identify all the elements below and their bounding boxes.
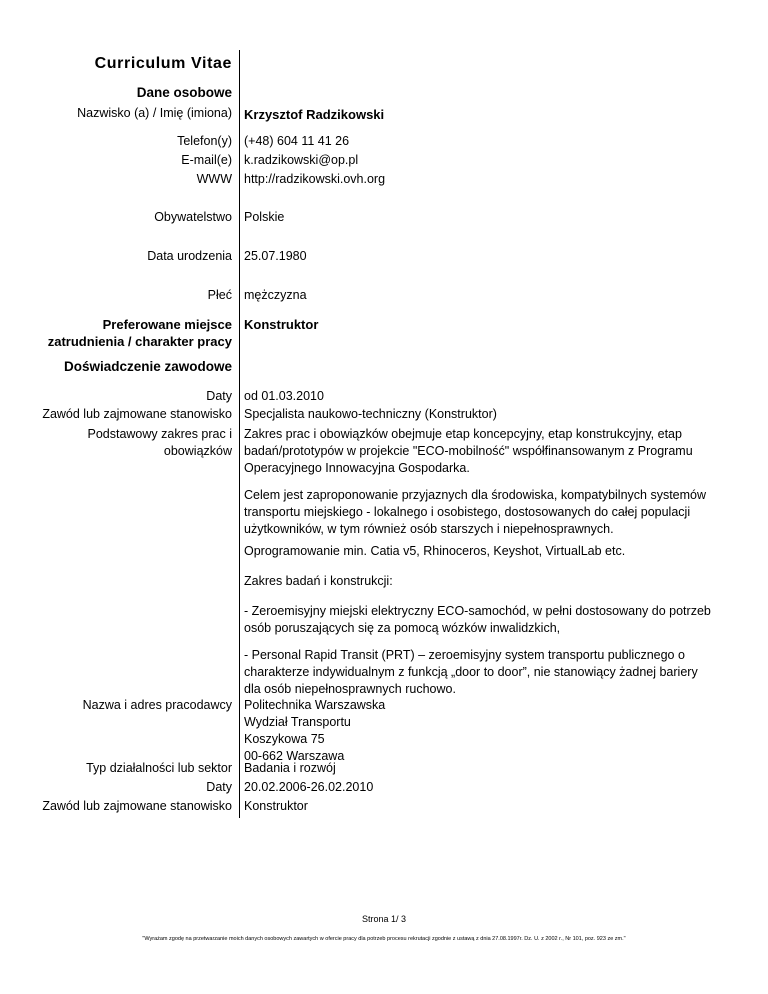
www-label: WWW bbox=[196, 172, 232, 186]
job1-scope-paragraph: Zakres prac i obowiązków obejmuje etap koncepcyjny, etap konstrukcyjny, etap badań/prototypów w projekcie "ECO-mobilność" współfinansowanym z Programu Operacyjnego Innowacyjna Gospodarka. bbox=[244, 427, 693, 475]
section-personal-title: Dane osobowe bbox=[136, 85, 232, 100]
employer-line: Koszykowa 75 bbox=[244, 732, 325, 746]
section-experience-title: Doświadczenie zawodowe bbox=[63, 359, 232, 374]
www-value[interactable]: http://radzikowski.ovh.org bbox=[244, 172, 386, 186]
phone-value: (+48) 604 11 41 26 bbox=[244, 134, 350, 148]
birthdate-value: 25.07.1980 bbox=[244, 249, 307, 263]
citizenship-label: Obywatelstwo bbox=[154, 210, 232, 224]
sector-label: Typ działalności lub sektor bbox=[86, 761, 232, 775]
preferred-label-line: zatrudnienia / charakter pracy bbox=[47, 334, 232, 349]
employer-address bbox=[244, 697, 385, 765]
job1-scope-paragraph: Oprogramowanie min. Catia v5, Rhinoceros, Keyshot, VirtualLab etc. bbox=[244, 544, 626, 558]
citizenship-value: Polskie bbox=[244, 210, 285, 224]
job1-scope-label-line: obowiązków bbox=[163, 444, 232, 458]
job1-dates-label: Daty bbox=[206, 389, 232, 403]
job2-position-value: Konstruktor bbox=[244, 799, 308, 813]
email-value[interactable]: k.radzikowski@op.pl bbox=[244, 153, 359, 167]
gender-label: Płeć bbox=[207, 288, 232, 302]
job1-position-value: Specjalista naukowo-techniczny (Konstruktor) bbox=[244, 407, 497, 421]
job2-dates-value: 20.02.2006-26.02.2010 bbox=[244, 780, 374, 794]
birthdate-label: Data urodzenia bbox=[147, 249, 232, 263]
phone-label: Telefon(y) bbox=[177, 134, 232, 148]
job1-position-label: Zawód lub zajmowane stanowisko bbox=[42, 407, 232, 421]
email-label: E-mail(e) bbox=[181, 153, 232, 167]
job2-dates-label: Daty bbox=[206, 780, 232, 794]
preferred-value: Konstruktor bbox=[244, 317, 319, 332]
name-value: Krzysztof Radzikowski bbox=[244, 107, 385, 122]
employer-label: Nazwa i adres pracodawcy bbox=[82, 698, 232, 712]
page-number: Strona 1/ 3 bbox=[361, 914, 407, 924]
job1-scope-paragraph: - Zeroemisyjny miejski elektryczny ECO-samochód, w pełni dostosowany do potrzeb osób poruszających się za pomocą wózków inwalidzkich, bbox=[244, 604, 711, 635]
document-title: Curriculum Vitae bbox=[94, 55, 232, 72]
gender-value: mężczyzna bbox=[244, 288, 307, 302]
sector-value: Badania i rozwój bbox=[244, 761, 336, 775]
employer-line: Politechnika Warszawska bbox=[244, 698, 386, 712]
consent-clause: "Wyrażam zgodę na przetwarzanie moich danych osobowych zawartych w ofercie pracy dla potrzeb procesu rekrutacji zgodnie z ustawą z dnia 27.08.1997r. Dz. U. z 2002 r., Nr 101, poz. 923 ze zm." bbox=[142, 936, 626, 942]
job1-scope-paragraph: Celem jest zaproponowanie przyjaznych dla środowiska, kompatybilnych systemów transportu miejskiego - lokalnego i osobistego, dostosowanych do całej populacji użytkowników, w tym również osób starszych i niepełnosprawnych. bbox=[244, 488, 707, 536]
job1-scope-paragraph: - Personal Rapid Transit (PRT) – zeroemisyjny system transportu publicznego o charakterze indywidualnym z funkcją „door to door”, nie stanowiący żadnej bariery dla osób niepełnosprawnych ruchowo. bbox=[244, 648, 698, 696]
employer-line: Wydział Transportu bbox=[244, 715, 351, 729]
job1-scope-label bbox=[87, 426, 232, 460]
job1-scope-label-line: Podstawowy zakres prac i bbox=[87, 427, 232, 441]
name-label: Nazwisko (a) / Imię (imiona) bbox=[77, 106, 232, 120]
column-divider bbox=[239, 50, 240, 818]
job1-scope-paragraph: Zakres badań i konstrukcji: bbox=[244, 574, 393, 588]
preferred-label bbox=[48, 316, 232, 350]
job2-position-label: Zawód lub zajmowane stanowisko bbox=[42, 799, 232, 813]
employer-line: 00-662 Warszawa bbox=[244, 749, 345, 763]
preferred-label-line: Preferowane miejsce bbox=[102, 317, 232, 332]
job1-dates-value: od 01.03.2010 bbox=[244, 389, 324, 403]
